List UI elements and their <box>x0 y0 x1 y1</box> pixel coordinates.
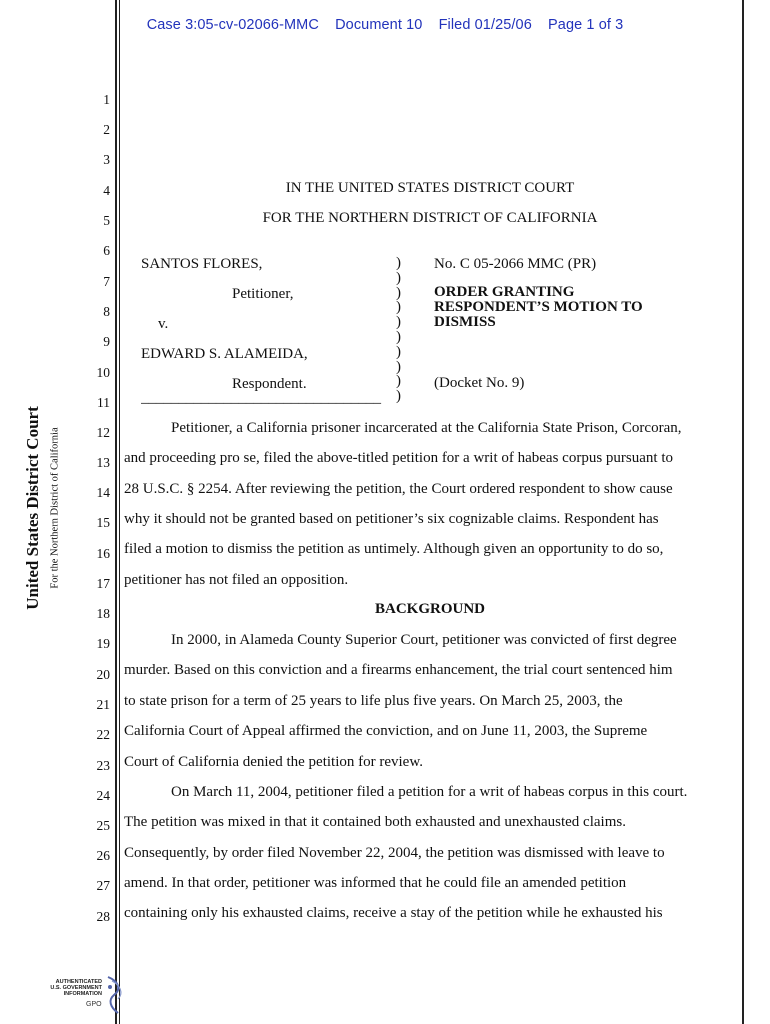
body-line: Petitioner, a California prisoner incarcerated at the California State Prison, Corcoran, <box>171 420 682 436</box>
body-line: In 2000, in Alameda County Superior Court, petitioner was convicted of first degree <box>171 632 677 648</box>
line-number: 19 <box>96 636 110 651</box>
docket-number: (Docket No. 9) <box>434 375 525 391</box>
line-number: 5 <box>103 213 110 228</box>
court-title-line1: IN THE UNITED STATES DISTRICT COURT <box>285 180 575 196</box>
seal-text <box>44 979 102 997</box>
line-number: 3 <box>103 152 110 167</box>
body-line: On March 11, 2004, petitioner filed a petition for a writ of habeas corpus in this court. <box>171 784 688 800</box>
court-sidebar-title: United States District Court <box>23 406 42 610</box>
seal-line: INFORMATION <box>63 991 102 997</box>
line-number: 9 <box>103 334 110 349</box>
page-indicator: Page 1 of 3 <box>548 17 624 33</box>
caption-rule: ________________________________ <box>141 390 381 406</box>
body-line: why it should not be granted based on petitioner’s six cognizable claims. Respondent has <box>124 511 659 527</box>
order-title-line1: ORDER GRANTING <box>434 284 575 300</box>
line-number: 1 <box>103 92 110 107</box>
line-number: 4 <box>103 183 110 198</box>
line-number: 28 <box>96 909 110 924</box>
body-line: amend. In that order, petitioner was informed that he could file an amended petition <box>124 875 627 891</box>
body-line: petitioner has not filed an opposition. <box>124 572 349 588</box>
line-number: 20 <box>96 667 110 682</box>
line-number: 25 <box>96 818 110 833</box>
case-number-caption: No. C 05-2066 MMC (PR) <box>434 256 597 272</box>
filed-date: Filed 01/25/06 <box>438 17 532 33</box>
line-number: 16 <box>96 546 110 561</box>
line-number: 17 <box>96 576 110 591</box>
body-line: murder. Based on this conviction and a firearms enhancement, the trial court sentenced him <box>124 662 673 678</box>
case-number: Case 3:05-cv-02066-MMC <box>146 17 319 33</box>
line-number: 15 <box>96 515 110 530</box>
body-line: California Court of Appeal affirmed the conviction, and on June 11, 2003, the Supreme <box>124 723 648 739</box>
order-title-line3: DISMISS <box>434 314 496 330</box>
body-line: to state prison for a term of 25 years to life plus five years. On March 25, 2003, the <box>124 693 623 709</box>
line-number: 14 <box>96 485 110 500</box>
petitioner-name: SANTOS FLORES, <box>141 256 263 272</box>
body-line: containing only his exhausted claims, receive a stay of the petition while he exhausted his <box>124 905 663 921</box>
line-number: 26 <box>96 848 110 863</box>
court-title-line2: FOR THE NORTHERN DISTRICT OF CALIFORNIA <box>262 210 598 226</box>
line-number: 7 <box>103 274 110 289</box>
line-number: 8 <box>103 304 110 319</box>
right-margin-rule <box>742 0 744 1024</box>
document-number: Document 10 <box>335 17 423 33</box>
line-number: 18 <box>96 606 110 621</box>
respondent-role: Respondent. <box>232 376 307 392</box>
gpo-authentication-seal <box>44 975 128 1015</box>
line-number: 6 <box>103 243 110 258</box>
respondent-name: EDWARD S. ALAMEIDA, <box>141 346 308 362</box>
line-number: 21 <box>96 697 110 712</box>
body-line: Court of California denied the petition for review. <box>124 754 423 770</box>
seal-line: U.S. GOVERNMENT <box>50 985 102 991</box>
line-number: 22 <box>96 727 110 742</box>
order-title-line2: RESPONDENT’S MOTION TO <box>434 299 643 315</box>
seal-line: AUTHENTICATED <box>55 979 102 985</box>
line-number: 12 <box>96 425 110 440</box>
line-number: 11 <box>97 395 110 410</box>
seal-gpo: GPO <box>86 1001 102 1008</box>
body-line: 28 U.S.C. § 2254. After reviewing the petition, the Court ordered respondent to show cause <box>124 481 673 497</box>
line-number: 24 <box>96 788 110 803</box>
body-line: and proceeding pro se, filed the above-titled petition for a writ of habeas corpus pursuant to <box>124 450 673 466</box>
petitioner-role: Petitioner, <box>232 286 294 302</box>
line-number: 2 <box>103 122 110 137</box>
left-margin-rule <box>115 0 117 1024</box>
left-margin-rule-inner <box>119 0 120 1024</box>
eagle-seal-icon <box>100 975 130 1015</box>
versus: v. <box>158 316 169 332</box>
caption-parentheses: ) ) ) ) ) ) ) ) ) ) <box>396 255 401 405</box>
line-number: 10 <box>96 365 110 380</box>
line-number: 23 <box>96 758 110 773</box>
line-number: 13 <box>96 455 110 470</box>
line-number: 27 <box>96 878 110 893</box>
body-line: Consequently, by order filed November 22, 2004, the petition was dismissed with leave to <box>124 845 665 861</box>
court-sidebar-district: For the Northern District of California <box>49 427 61 589</box>
body-line: filed a motion to dismiss the petition as untimely. Although given an opportunity to do so, <box>124 541 664 557</box>
section-heading: BACKGROUND <box>374 601 485 617</box>
body-line: The petition was mixed in that it contained both exhausted and unexhausted claims. <box>124 814 626 830</box>
